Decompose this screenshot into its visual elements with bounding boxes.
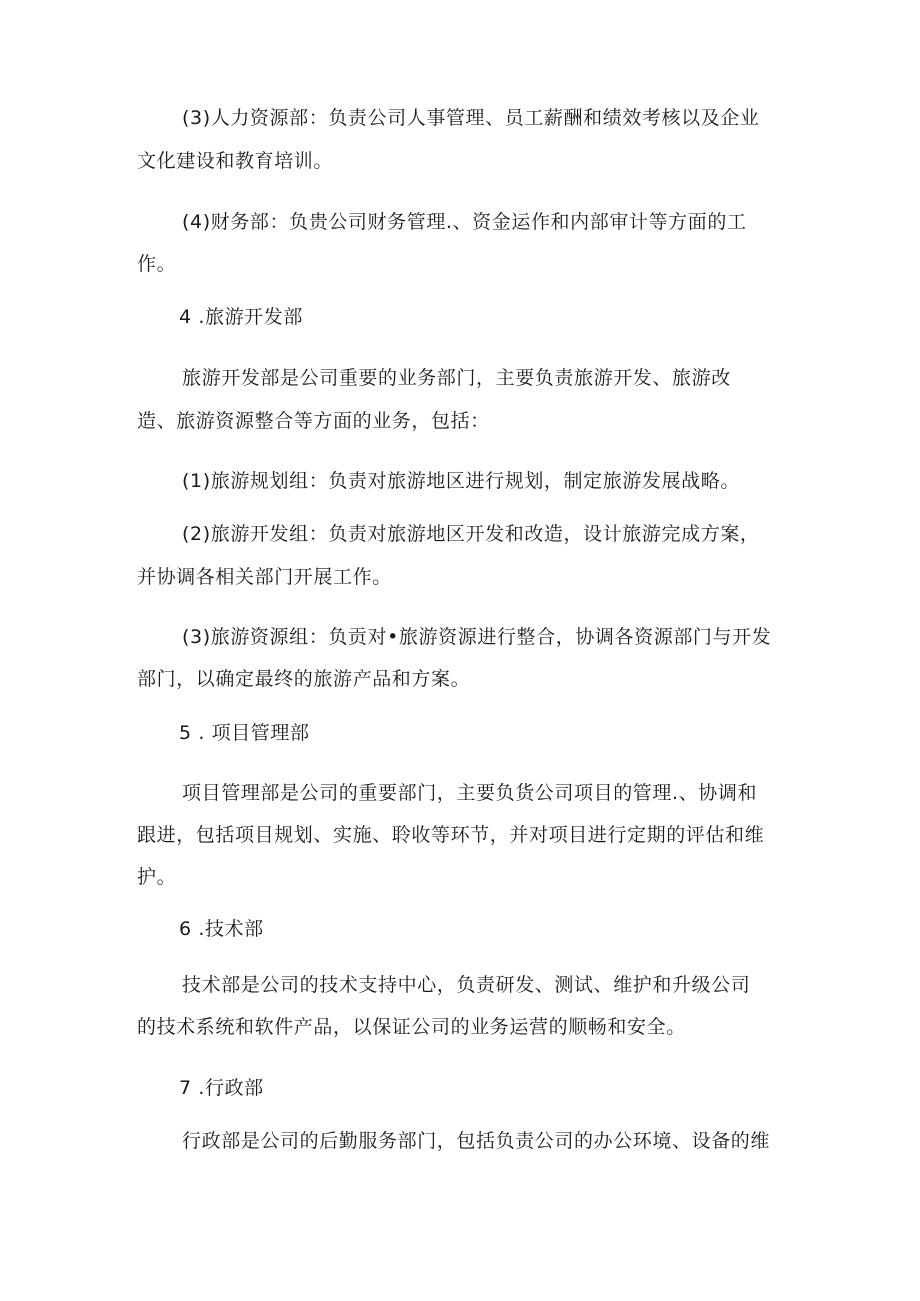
hr-department-item: (3)人力资源部：负责公司人事管理、员工薪酬和绩效考核以及企业 <box>182 107 760 129</box>
section-heading-project-mgmt: 5 . 项目管理部 <box>179 722 310 744</box>
finance-department-item-cont: 作。 <box>137 253 177 275</box>
section-heading-admin: 7 .行政部 <box>179 1077 264 1099</box>
section-heading-tech: 6 .技术部 <box>179 918 264 940</box>
section-heading-tourism-dev: 4 .旅游开发部 <box>179 306 303 328</box>
tourism-dev-paragraph-cont: 造、旅游资源整合等方面的业务，包括： <box>137 410 490 432</box>
admin-paragraph: 行政部是公司的后勤服务部门，包括负责公司的办公环境、设备的维 <box>182 1130 771 1152</box>
project-mgmt-paragraph-cont: 跟进，包括项目规划、实施、聆收等环节，并对项目进行定期的评估和维 <box>137 824 765 846</box>
finance-department-item: (4)财务部：负贵公司财务管理.、资金运作和内部审计等方面的工 <box>182 211 747 233</box>
tech-paragraph-cont: 的技术系统和软件产品，以保证公司的业务运营的顺畅和安全。 <box>137 1016 686 1038</box>
tourism-dev-paragraph: 旅游开发部是公司重要的业务部门，主要负责旅游开发、旅游改 <box>182 367 731 389</box>
project-mgmt-paragraph: 项目管理部是公司的重要部门，主要负货公司项目的管理.、协调和 <box>182 782 758 804</box>
project-mgmt-paragraph-end: 护。 <box>137 866 177 888</box>
tourism-resource-item-cont: 部门，以确定最终的旅游产品和方案。 <box>137 668 471 690</box>
tourism-dev-group-item: (2)旅游开发组：负责对旅游地区开发和改造，设计旅游完成方案， <box>182 523 760 545</box>
tech-paragraph: 技术部是公司的技术支持中心，负责研发、测试、维护和升级公司 <box>182 974 751 996</box>
tourism-resource-item: (3)旅游资源组：负贡对•旅游资源进行整合，协调各资源部门与开发 <box>182 626 772 648</box>
hr-department-item-cont: 文化建设和教育培训。 <box>137 150 334 172</box>
tourism-dev-group-item-cont: 并协调各相关部门开展工作。 <box>137 566 392 588</box>
tourism-planning-item: (1)旅游规划组：负责对旅游地区进行规划，制定旅游发展战略。 <box>182 470 740 492</box>
